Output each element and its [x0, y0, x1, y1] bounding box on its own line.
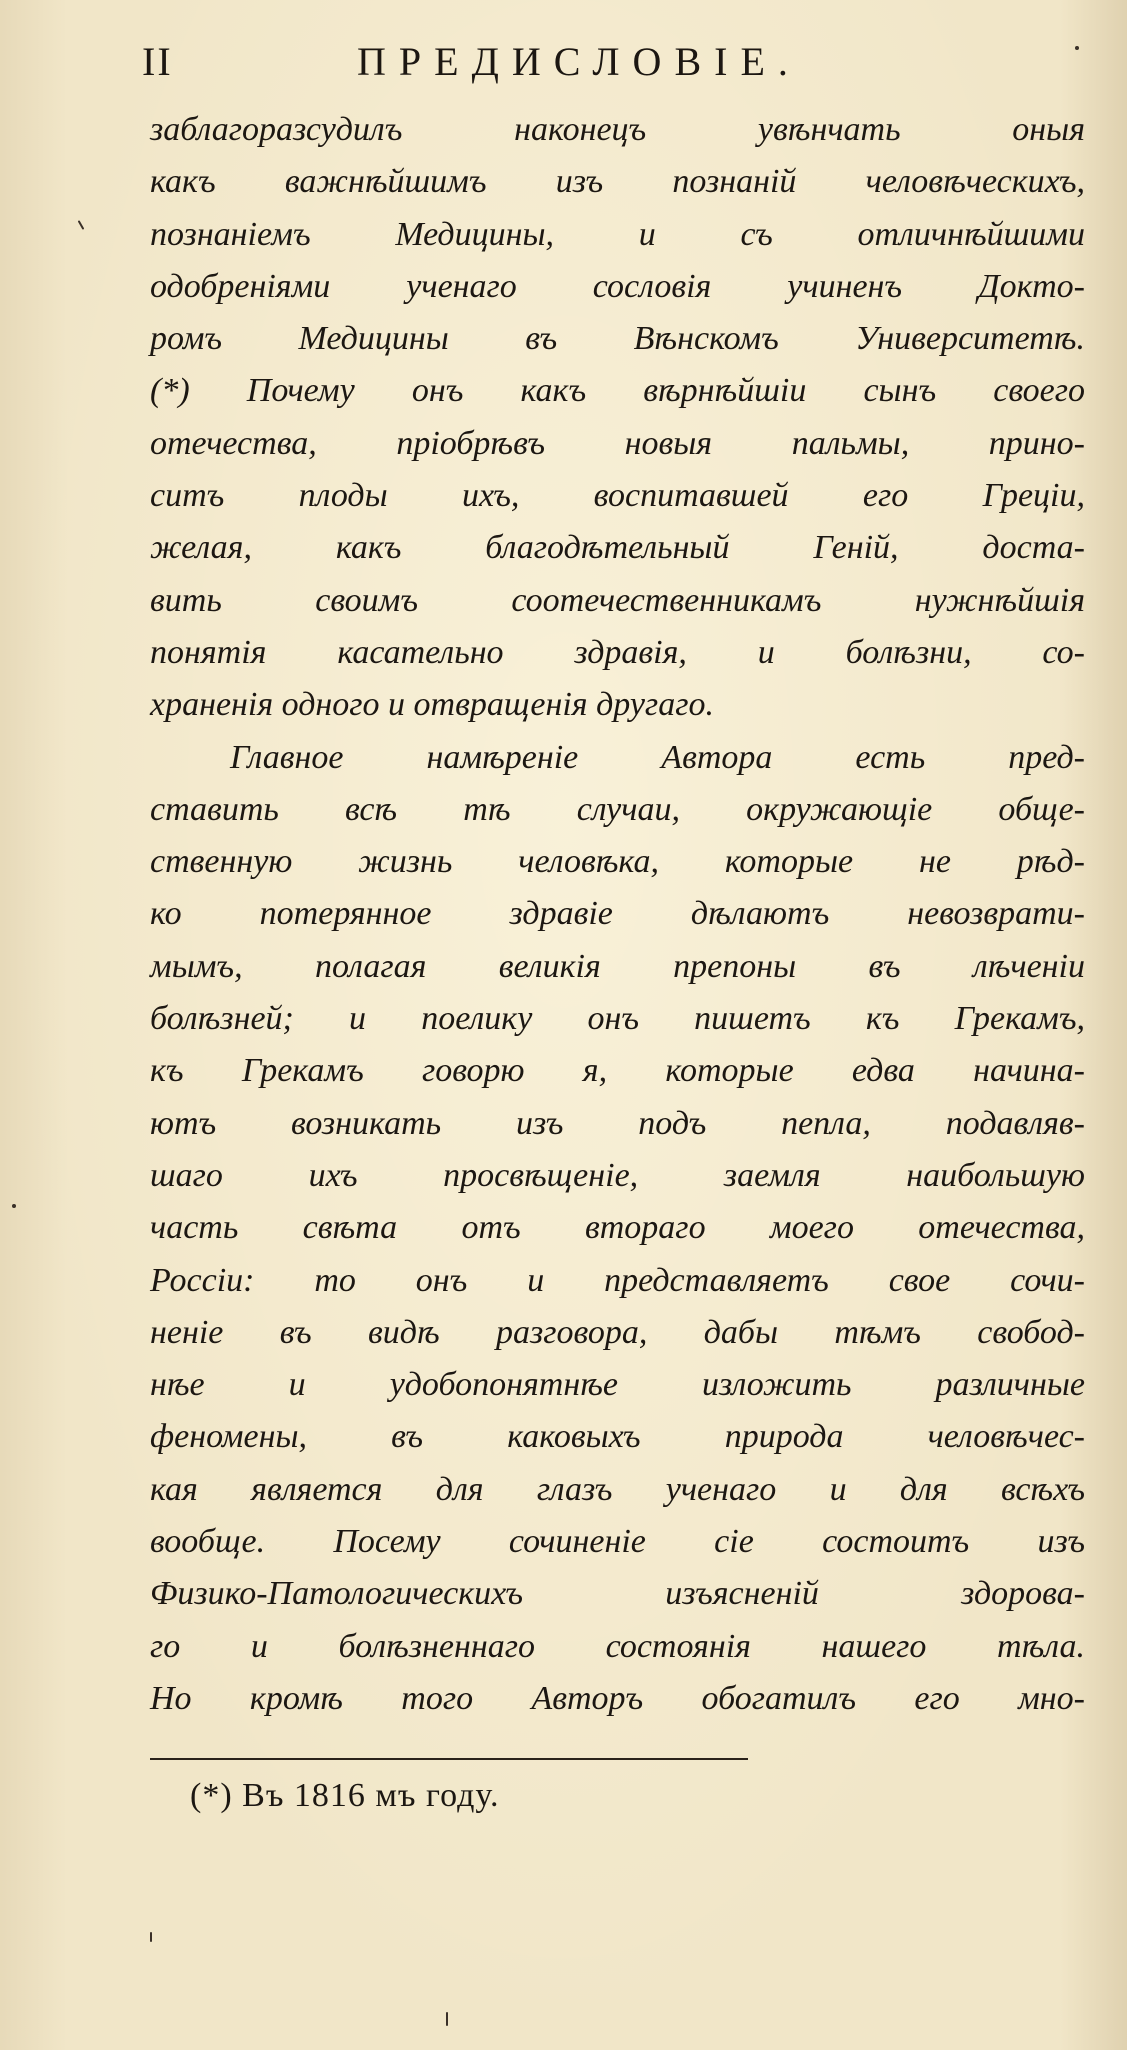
text-line: заблагоразсудилъ наконецъ увѣнчать оныя	[150, 111, 1085, 148]
text-line: познаніемъ Медицины, и съ отличнѣйшими	[150, 215, 1085, 253]
text-line: неніе въ видѣ разговора, дабы тѣмъ свобод-	[150, 1313, 1085, 1351]
text-line: Физико-Патологическихъ изъясненій здорова-	[150, 1575, 1085, 1613]
text-line: понятія касательно здравія, и болѣзни, со-	[150, 633, 1085, 671]
text-line: желая, какъ благодѣтельный Геній, доста-	[150, 529, 1085, 567]
ink-speck	[446, 2012, 448, 2026]
text-line: Россіи: то онъ и представляетъ свое сочи-	[150, 1261, 1085, 1299]
text-line: Главное намѣреніе Автора есть пред-	[230, 738, 1085, 776]
running-head	[142, 38, 942, 98]
text-line: отечества, пріобрѣвъ новыя пальмы, прино-	[150, 424, 1085, 462]
text-line: ситъ плоды ихъ, воспитавшей его Греціи,	[150, 477, 1085, 515]
footnote: (*) Въ 1816 мъ году.	[190, 1777, 500, 1814]
running-title: ПРЕДИСЛОВІЕ.	[357, 39, 801, 84]
text-line: ромъ Медицины въ Вѣнскомъ Университетѣ.	[150, 320, 1085, 358]
text-line: кая является для глазъ ученаго и для всѣхъ	[150, 1470, 1085, 1508]
text-line: (*) Почему онъ какъ вѣрнѣйшіи сынъ своего	[150, 372, 1085, 410]
text-line: ственную жизнь человѣка, которые не рѣд-	[150, 843, 1085, 881]
text-line: шаго ихъ просвѣщеніе, заемля наибольшую	[150, 1156, 1085, 1194]
ink-speck	[12, 1204, 16, 1208]
text-line: ко потерянное здравіе дѣлаютъ невозврати-	[150, 895, 1085, 933]
text-line: мымъ, полагая великія препоны въ лѣченіи	[150, 947, 1085, 985]
ink-speck	[150, 1932, 152, 1942]
body-text	[150, 104, 1085, 1725]
text-line: какъ важнѣйшимъ изъ познаній человѣческихъ,	[150, 163, 1085, 201]
text-line: феномены, въ каковыхъ природа человѣчес-	[150, 1418, 1085, 1456]
text-line: ставить всѣ тѣ случаи, окружающіе обще-	[150, 790, 1085, 828]
footnote-rule	[150, 1758, 748, 1760]
ink-speck	[1075, 46, 1079, 50]
text-line: нѣе и удобопонятнѣе изложить различные	[150, 1366, 1085, 1404]
text-line: храненія одного и отвращенія другаго.	[150, 686, 714, 724]
text-line: болѣзней; и поелику онъ пишетъ къ Грекамъ,	[150, 1000, 1085, 1038]
page-number: II	[142, 39, 173, 84]
text-line: Но кромѣ того Авторъ обогатилъ его мно-	[150, 1679, 1085, 1717]
ink-speck	[78, 220, 85, 230]
text-line: ютъ возникать изъ подъ пепла, подавляв-	[150, 1104, 1085, 1142]
text-line: го и болѣзненнаго состоянія нашего тѣла.	[150, 1627, 1085, 1665]
text-line: вить своимъ соотечественникамъ нужнѣйшія	[150, 581, 1085, 619]
text-line: часть свѣта отъ втораго моего отечества,	[150, 1209, 1085, 1247]
text-line: вообще. Посему сочиненіе сіе состоитъ изъ	[150, 1523, 1085, 1561]
text-line: къ Грекамъ говорю я, которые едва начина-	[150, 1052, 1085, 1090]
text-line: одобреніями ученаго сословія учиненъ Докто-	[150, 267, 1085, 305]
